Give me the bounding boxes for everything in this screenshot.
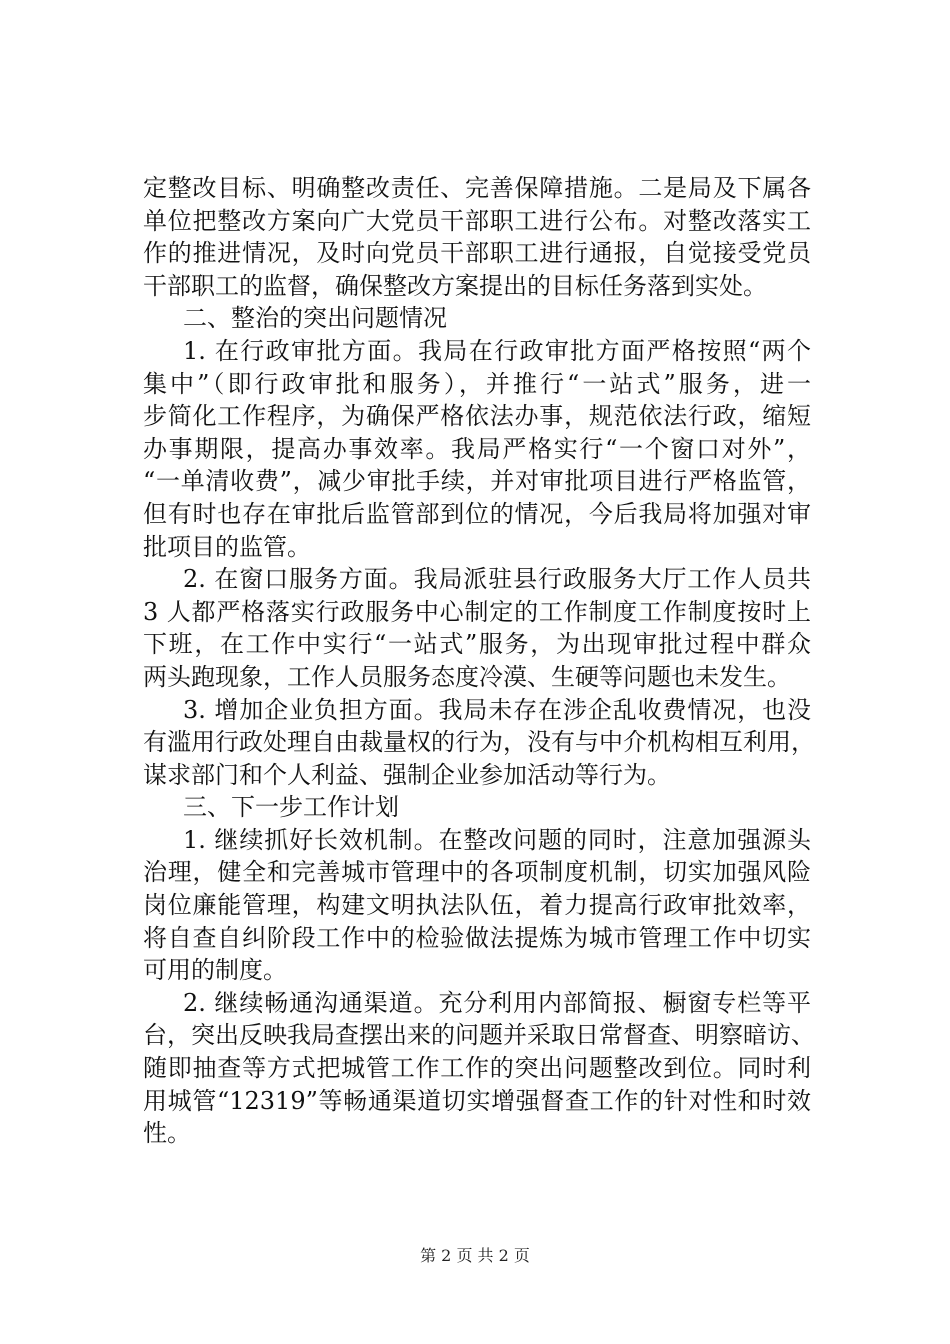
text-line: 集中”（即行政审批和服务），并推行“一站式”服务，进一: [143, 369, 811, 398]
text-line: 3. 增加企业负担方面。我局未存在涉企乱收费情况，也没: [183, 695, 811, 724]
text-line: 谋求部门和个人利益、强制企业参加活动等行为。: [143, 760, 671, 789]
text-line: 岗位廉能管理，构建文明执法队伍，着力提高行政审批效率，: [143, 891, 811, 920]
text-line: 步简化工作程序，为确保严格依法办事，规范依法行政，缩短: [143, 402, 811, 431]
text-line: 单位把整改方案向广大党员干部职工进行公布。对整改落实工: [143, 206, 811, 235]
text-line: 1. 在行政审批方面。我局在行政审批方面严格按照“两个: [183, 336, 811, 365]
text-line: 1. 继续抓好长效机制。在整改问题的同时，注意加强源头: [183, 825, 811, 854]
text-line: 可用的制度。: [143, 956, 287, 985]
text-line: 批项目的监管。: [143, 532, 311, 561]
text-line: 定整改目标、明确整改责任、完善保障措施。二是局及下属各: [143, 174, 811, 202]
text-line: 将自查自纠阶段工作中的检验做法提炼为城市管理工作中切实: [143, 923, 811, 952]
text-line: 2. 在窗口服务方面。我局派驻县行政服务大厅工作人员共: [183, 565, 811, 594]
text-line: 下班，在工作中实行“一站式”服务，为出现审批过程中群众: [143, 630, 811, 659]
page-footer: 第 2 页 共 2 页: [420, 1246, 530, 1265]
text-line: 用城管“12319”等畅通渠道切实增强督查工作的针对性和时效: [143, 1086, 811, 1115]
text-line: 治理，健全和完善城市管理中的各项制度机制，切实加强风险: [143, 858, 811, 887]
text-line: 台，突出反映我局查摆出来的问题并采取日常督查、明察暗访、: [143, 1021, 815, 1050]
text-line: 2. 继续畅通沟通渠道。充分利用内部简报、橱窗专栏等平: [183, 988, 811, 1017]
text-line: 三、下一步工作计划: [183, 793, 399, 822]
text-line: 3 人都严格落实行政服务中心制定的工作制度工作制度按时上: [143, 597, 811, 626]
text-line: 两头跑现象，工作人员服务态度冷漠、生硬等问题也未发生。: [143, 662, 791, 691]
text-line: 办事期限，提高办事效率。我局严格实行“一个窗口对外”，: [143, 434, 811, 463]
text-line: 干部职工的监督，确保整改方案提出的目标任务落到实处。: [143, 271, 767, 300]
text-line: “一单清收费”，减少审批手续，并对审批项目进行严格监管，: [143, 467, 811, 496]
text-line: 二、整治的突出问题情况: [183, 304, 447, 333]
text-line: 作的推进情况，及时向党员干部职工进行通报，自觉接受党员: [143, 239, 811, 268]
text-line: 但有时也存在审批后监管部到位的情况，今后我局将加强对审: [143, 499, 811, 528]
document-body: [143, 172, 815, 1150]
text-line: 有滥用行政处理自由裁量权的行为，没有与中介机构相互利用，: [143, 728, 815, 757]
text-line: 随即抽查等方式把城管工作工作的突出问题整改到位。同时利: [143, 1054, 811, 1083]
text-line: 性。: [143, 1119, 191, 1148]
